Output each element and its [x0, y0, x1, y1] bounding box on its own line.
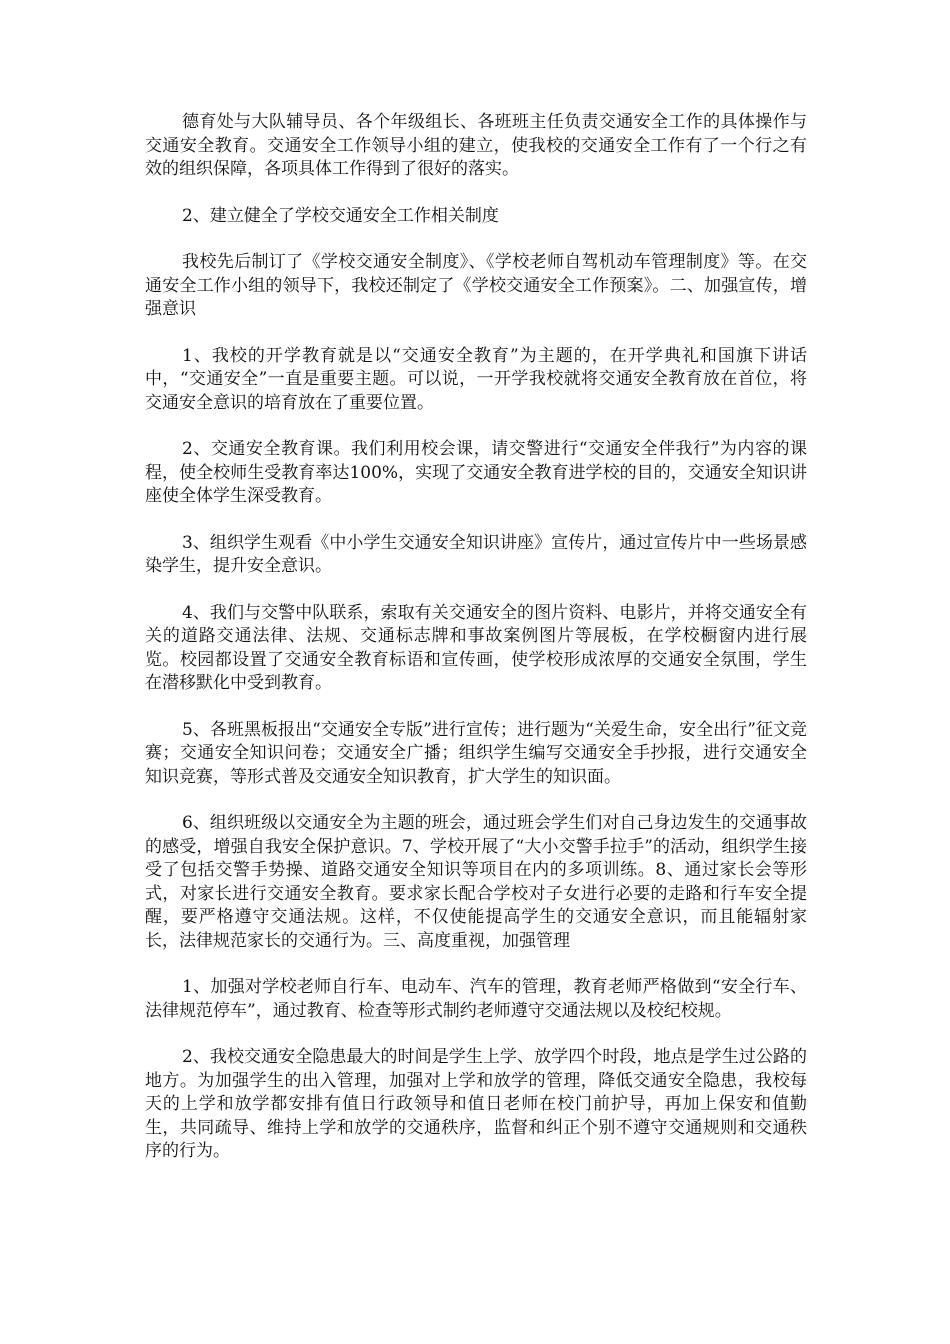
- paragraph-item-1: 1、我校的开学教育就是以“交通安全教育”为主题的，在开学典礼和国旗下讲话中，“交通安全”一直是重要主题。可以说，一开学我校就将交通安全教育放在首位，将交通安全意识的培育放在了重要位置。: [145, 345, 807, 413]
- paragraph-item-3: 3、组织学生观看《中小学生交通安全知识讲座》宣传片，通过宣传片中一些场景感染学生，提升安全意识。: [145, 532, 807, 576]
- paragraph-item-5: 5、各班黑板报出“交通安全专版”进行宣传；进行题为“关爱生命，安全出行”征文竞赛；交通安全知识问卷；交通安全广播；组织学生编写交通安全手抄报，进行交通安全知识竞赛，等形式普及交通安全知识教育，扩大学生的知识面。: [145, 719, 807, 787]
- paragraph-heading-system: 2、建立健全了学校交通安全工作相关制度: [182, 205, 499, 226]
- paragraph-management-2: 2、我校交通安全隐患最大的时间是学生上学、放学四个时段，地点是学生过公路的地方。为加强学生的出入管理，加强对上学和放学的管理，降低交通安全隐患，我校每天的上学和放学都安排有值日行政领导和值日老师在校门前护导，再加上保安和值勤生，共同疏导、维持上学和放学的交通秩序，监督和纠正个别不遵守交通规则和交通秩序的行为。: [145, 1047, 807, 1161]
- paragraph-management-1: 1、加强对学校老师自行车、电动车、汽车的管理，教育老师严格做到“安全行车、法律规范停车”，通过教育、检查等形式制约老师遵守交通法规以及校纪校规。: [145, 977, 807, 1021]
- paragraph-item-2: 2、交通安全教育课。我们利用校会课，请交警进行“交通安全伴我行”为内容的课程，使全校师生受教育率达100%，实现了交通安全教育进学校的目的，交通安全知识讲座使全体学生深受教育。: [145, 439, 807, 506]
- paragraph-intro: 德育处与大队辅导员、各个年级组长、各班班主任负责交通安全工作的具体操作与交通安全教育。交通安全工作领导小组的建立，使我校的交通安全工作有了一个行之有效的组织保障，各项具体工作得到了很好的落实。: [145, 112, 807, 179]
- document-page: [145, 111, 807, 1187]
- paragraph-item-4: 4、我们与交警中队联系，索取有关交通安全的图片资料、电影片，并将交通安全有关的道路交通法律、法规、交通标志牌和事故案例图片等展板，在学校橱窗内进行展览。校园都设置了交通安全教育标语和宣传画，使学校形成浓厚的交通安全氛围，学生在潜移默化中受到教育。: [145, 602, 807, 693]
- paragraph-item-6: 6、组织班级以交通安全为主题的班会，通过班会学生们对自己身边发生的交通事故的感受，增强自我安全保护意识。7、学校开展了“大小交警手拉手”的活动，组织学生接受了包括交警手势操、道路交通安全知识等项目在内的多项训练。8、通过家长会等形式，对家长进行交通安全教育。要求家长配合学校对子女进行必要的走路和行车安全提醒，要严格遵守交通法规。这样，不仅使能提高学生的交通安全意识，而且能辐射家长，法律规范家长的交通行为。三、高度重视，加强管理: [145, 813, 807, 951]
- paragraph-rules: 我校先后制订了《学校交通安全制度》、《学校老师自驾机动车管理制度》等。在交通安全工作小组的领导下，我校还制定了《学校交通安全工作预案》。二、加强宣传，增强意识: [145, 252, 807, 319]
